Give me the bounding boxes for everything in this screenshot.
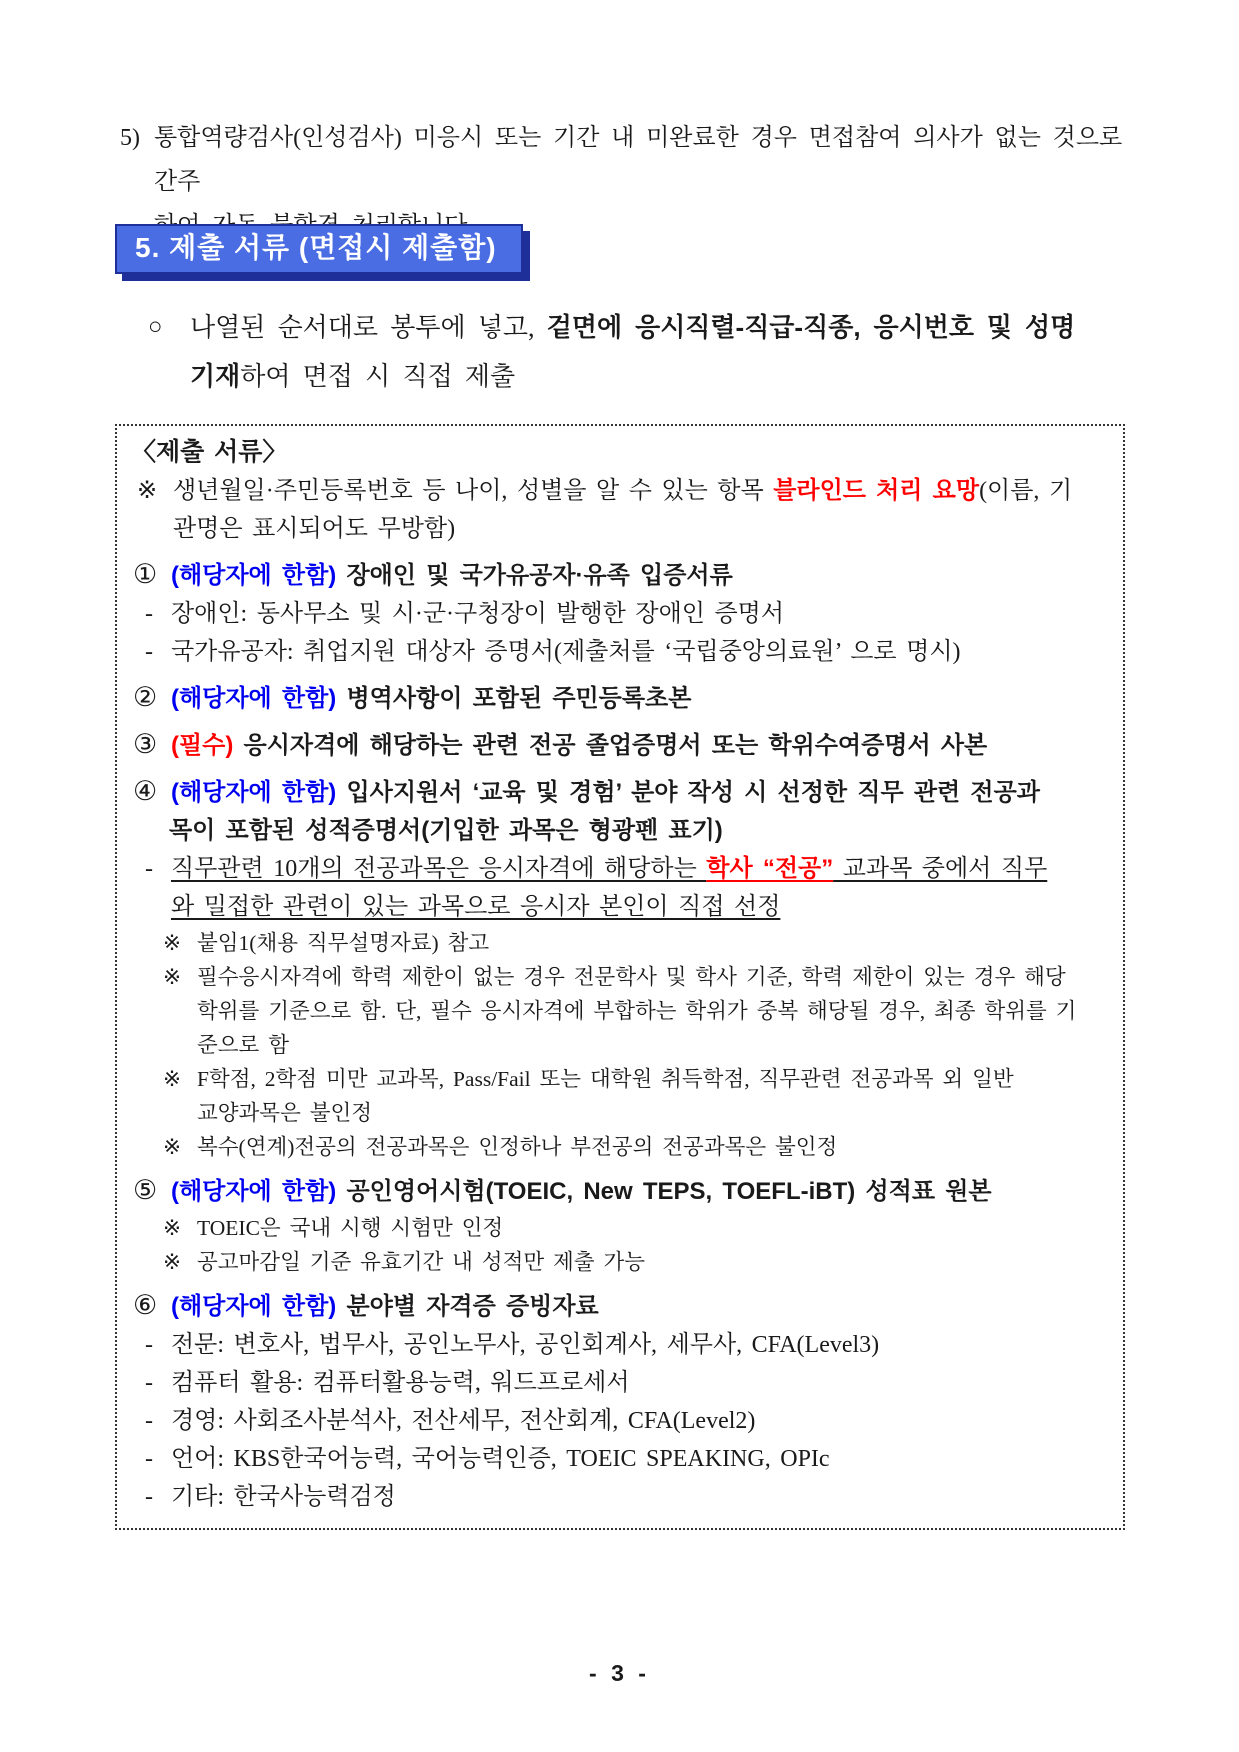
text-segment: 병역사항이 포함된 주민등록초본 bbox=[336, 685, 692, 712]
bullet-text bbox=[190, 303, 1126, 401]
text-line bbox=[127, 926, 1113, 960]
text-segment: 공고마감일 기준 유효기간 내 성적만 제출 가능 bbox=[197, 1250, 645, 1274]
list-marker: - bbox=[145, 639, 153, 665]
text-segment: 교과목 중에서 직무 bbox=[833, 856, 1048, 882]
list-marker: ③ bbox=[133, 729, 158, 759]
list-marker: - bbox=[145, 1484, 153, 1510]
text-line bbox=[127, 1171, 1113, 1211]
page-number: - 3 - bbox=[589, 1660, 650, 1686]
bullet-paragraph bbox=[148, 303, 1126, 401]
text-segment: 국가유공자: 취업지원 대상자 증명서(제출처를 ‘국립중앙의료원’ 으로 명시) bbox=[171, 639, 961, 665]
text-line bbox=[127, 1326, 1113, 1364]
text-line bbox=[127, 510, 1113, 548]
text-segment: 응시자격에 해당하는 관련 전공 졸업증명서 또는 학위수여증명서 사본 bbox=[233, 732, 988, 759]
text-segment: 기재 bbox=[190, 361, 241, 391]
text-segment: (해당자에 한함) bbox=[171, 562, 337, 589]
text-line bbox=[127, 1402, 1113, 1440]
text-segment: 하여 면접 시 직접 제출 bbox=[240, 362, 516, 391]
text-segment: 준으로 함 bbox=[197, 1033, 289, 1057]
list-marker: ※ bbox=[163, 1250, 182, 1274]
text-segment: TOEIC은 국내 시행 시험만 인정 bbox=[197, 1216, 504, 1240]
section-title: 5. 제출 서류 (면접시 제출함) bbox=[135, 232, 497, 263]
text-segment: 목이 포함된 성적증명서(기입한 과목은 형광펜 표기) bbox=[169, 817, 723, 844]
text-line bbox=[127, 1130, 1113, 1164]
list-marker: ① bbox=[133, 559, 158, 589]
text-line bbox=[127, 633, 1113, 671]
text-line bbox=[127, 1211, 1113, 1245]
text-line bbox=[127, 994, 1113, 1028]
text-segment: 〈제출 서류〉 bbox=[131, 439, 288, 466]
text-line bbox=[127, 434, 1113, 472]
text-line bbox=[127, 595, 1113, 633]
text-segment: 필수응시자격에 학력 제한이 없는 경우 전문학사 및 학사 기준, 학력 제한이 있는 경우 해당 bbox=[197, 965, 1066, 989]
list-marker: - bbox=[145, 1446, 153, 1472]
text-line bbox=[127, 1096, 1113, 1130]
list-marker: - bbox=[145, 1408, 153, 1434]
list-marker: ※ bbox=[163, 965, 182, 989]
text-segment: (해당자에 한함) bbox=[171, 779, 337, 806]
text-segment: (해당자에 한함) bbox=[171, 1178, 337, 1205]
text-segment: 경영: 사회조사분석사, 전산세무, 전산회계, CFA(Level2) bbox=[171, 1408, 756, 1434]
text-segment: 전문: 변호사, 법무사, 공인노무사, 공인회계사, 세무사, CFA(Level3) bbox=[171, 1332, 880, 1358]
text-segment: 직무관련 10개의 전공과목은 응시자격에 해당하는 bbox=[171, 856, 707, 882]
text-segment: 입사지원서 ‘교육 및 경험’ 분야 작성 시 선정한 직무 관련 전공과 bbox=[336, 779, 1040, 806]
list-marker: ④ bbox=[133, 776, 158, 806]
text-segment: 장애인 및 국가유공자·유족 입증서류 bbox=[336, 562, 733, 589]
list-marker: - bbox=[145, 601, 153, 627]
text-line bbox=[127, 725, 1113, 765]
text-segment: 복수(연계)전공의 전공과목은 인정하나 부전공의 전공과목은 불인정 bbox=[197, 1135, 838, 1159]
bullet-line2 bbox=[190, 362, 515, 391]
list-marker: - bbox=[145, 1370, 153, 1396]
list-marker: - bbox=[145, 856, 153, 882]
text-line bbox=[127, 1286, 1113, 1326]
text-segment: 기타: 한국사능력검정 bbox=[171, 1484, 396, 1510]
list-marker: ※ bbox=[137, 478, 158, 504]
text-segment: 생년월일·주민등록번호 등 나이, 성별을 알 수 있는 항목 bbox=[173, 478, 774, 504]
text-segment: (필수) bbox=[171, 732, 234, 759]
text-segment: 분야별 자격증 증빙자료 bbox=[336, 1293, 599, 1320]
text-segment: (해당자에 한함) bbox=[171, 1293, 337, 1320]
list-marker: - bbox=[145, 1332, 153, 1358]
text-segment: 교양과목은 불인정 bbox=[197, 1101, 373, 1125]
bullet-line1 bbox=[190, 313, 1075, 342]
page-footer bbox=[0, 1660, 1239, 1687]
list-marker: ② bbox=[133, 682, 158, 712]
list-marker: ※ bbox=[163, 931, 182, 955]
text-line bbox=[127, 1062, 1113, 1096]
list-marker: ⑤ bbox=[133, 1175, 158, 1205]
text-segment: (이름, 기 bbox=[979, 478, 1073, 504]
list-marker: 5) bbox=[120, 125, 140, 151]
list-marker: ⑥ bbox=[133, 1290, 158, 1320]
text-segment: 언어: KBS한국어능력, 국어능력인증, TOEIC SPEAKING, OPIc bbox=[171, 1446, 830, 1472]
text-line bbox=[127, 812, 1113, 850]
text-line bbox=[127, 1478, 1113, 1516]
text-segment: 학사 “전공” bbox=[706, 855, 834, 882]
text-line bbox=[127, 772, 1113, 812]
circle-bullet-icon: ○ bbox=[148, 314, 163, 340]
text-line bbox=[127, 888, 1113, 926]
text-segment: 학위를 기준으로 함. 단, 필수 응시자격에 부합하는 학위가 중복 해당될 경우, 최종 학위를 기 bbox=[197, 999, 1077, 1023]
list-marker: ※ bbox=[163, 1216, 182, 1240]
text-segment: 와 밀접한 관련이 있는 과목으로 응시자 본인이 직접 선정 bbox=[171, 894, 781, 920]
text-segment: 컴퓨터 활용: 컴퓨터활용능력, 워드프로세서 bbox=[171, 1370, 630, 1396]
text-line bbox=[127, 1364, 1113, 1402]
text-line bbox=[127, 678, 1113, 718]
text-segment: F학점, 2학점 미만 교과목, Pass/Fail 또는 대학원 취득학점, 직무관련 전공과목 외 일반 bbox=[197, 1067, 1014, 1091]
text-segment: (해당자에 한함) bbox=[171, 685, 337, 712]
text-segment: 공인영어시험(TOEIC, New TEPS, TOEFL-iBT) 성적표 원본 bbox=[336, 1178, 992, 1205]
section-header-chip bbox=[115, 224, 523, 274]
text-segment: 블라인드 처리 요망 bbox=[773, 477, 980, 504]
text-line bbox=[127, 850, 1113, 888]
text-line bbox=[127, 1440, 1113, 1478]
text-line bbox=[127, 472, 1113, 510]
text-segment: 장애인: 동사무소 및 시·군·구청장이 발행한 장애인 증명서 bbox=[171, 601, 785, 627]
text-line bbox=[127, 555, 1113, 595]
submission-documents-box bbox=[115, 424, 1125, 1530]
text-segment: 붙임1(채용 직무설명자료) 참고 bbox=[197, 931, 490, 955]
text-line bbox=[127, 1245, 1113, 1279]
list-marker: ※ bbox=[163, 1067, 182, 1091]
text-line bbox=[127, 960, 1113, 994]
text-line bbox=[127, 1028, 1113, 1062]
top-note-line1: 통합역량검사(인성검사) 미응시 또는 기간 내 미완료한 경우 면접참여 의사가 없는 것으로 간주 bbox=[154, 125, 1123, 195]
text-segment: 관명은 표시되어도 무방함) bbox=[173, 516, 456, 542]
text-segment: 겉면에 응시직렬-직급-직종, 응시번호 및 성명 bbox=[546, 312, 1076, 342]
list-marker: ※ bbox=[163, 1135, 182, 1159]
text-segment: 나열된 순서대로 봉투에 넣고, bbox=[190, 313, 547, 342]
